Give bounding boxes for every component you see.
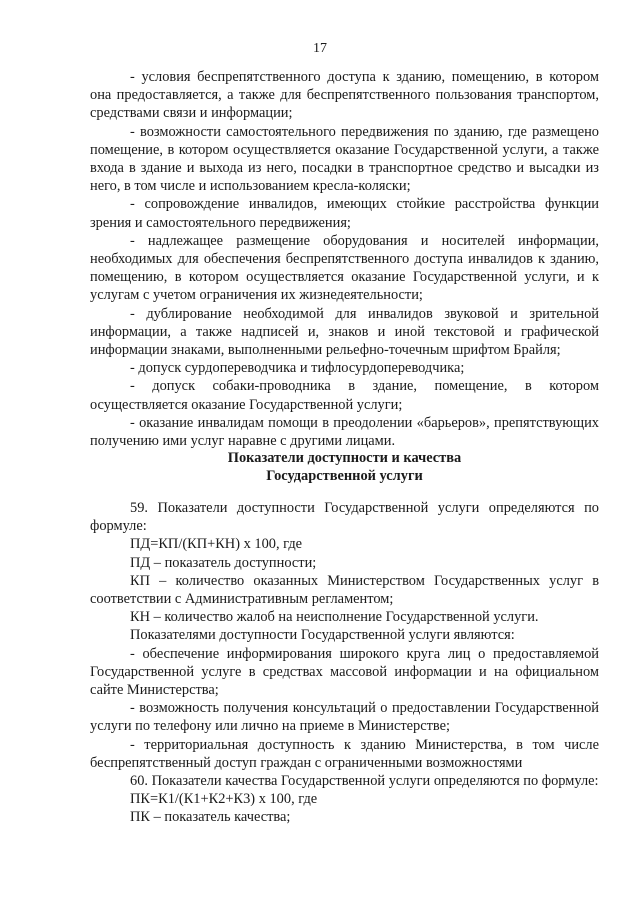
section-heading-line-2: Государственной услуги: [266, 468, 423, 485]
definition-pd: ПД – показатель доступности;: [130, 554, 317, 571]
list-item: - условия беспрепятственного доступа к зданию, помещению, в котором она предоставляется, а также для беспрепятственного пользования транспортом, средствами связи и информации;: [90, 69, 599, 122]
indicators-section-body: [90, 499, 599, 827]
list-item: - возможность получения консультаций о предоставлении Государственной услуги по телефону или лично на приеме в Министерстве;: [90, 700, 599, 735]
paragraph-59: 59. Показатели доступности Государственной услуги определяются по формуле:: [90, 500, 599, 535]
accessibility-indicators-intro: Показателями доступности Государственной услуги являются:: [130, 627, 515, 644]
list-item: - сопровождение инвалидов, имеющих стойкие расстройства функции зрения и самостоятельного передвижения;: [90, 196, 599, 231]
accessibility-conditions-list: [90, 68, 599, 450]
section-heading: [90, 449, 599, 485]
list-item: - территориальная доступность к зданию Министерства, в том числе беспрепятственный доступ граждан с ограниченными возможностями: [90, 736, 599, 771]
paragraph-60: 60. Показатели качества Государственной услуги определяются по формуле:: [130, 773, 599, 790]
formula-quality: ПК=К1/(К1+К2+К3) х 100, где: [130, 791, 318, 808]
formula-accessibility: ПД=КП/(КП+КН) х 100, где: [130, 536, 303, 553]
list-item: - надлежащее размещение оборудования и носителей информации, необходимых для обеспечения беспрепятственного доступа инвалидов к зданию, помещению, в котором осуществляется оказание Государственной услуги, и к услугам с учетом ограничения их жизнедеятельности;: [90, 232, 599, 304]
section-heading-line-1: Показатели доступности и качества: [227, 450, 462, 466]
list-item: - обеспечение информирования широкого круга лиц о предоставляемой Государственной услуге в средствах массовой информации и на официальном сайте Министерства;: [90, 645, 599, 699]
list-item: - оказание инвалидам помощи в преодолении «барьеров», препятствующих получению ими услуг наравне с другими лицами.: [90, 414, 599, 450]
definition-pk: ПК – показатель качества;: [130, 809, 291, 826]
list-item: - возможности самостоятельного передвижения по зданию, где размещено помещение, в котором осуществляется оказание Государственной услуги, а также входа в здание и выхода из него, посадки в транспортное средство и высадки из него, в том числе и использованием кресла-коляски;: [90, 123, 599, 195]
list-item: - допуск сурдопереводчика и тифлосурдопереводчика;: [130, 360, 465, 377]
definition-kp: КП – количество оказанных Министерством Государственных услуг в соответствии с Административным регламентом;: [90, 572, 599, 608]
page-number: 17: [313, 41, 327, 56]
list-item: - дублирование необходимой для инвалидов звуковой и зрительной информации, а также надписей и, знаков и иной текстовой и графической информации знаками, выполненными рельефно-точечным шрифтом Брайля;: [90, 305, 599, 359]
list-item: - допуск собаки-проводника в здание, помещение, в котором осуществляется оказание Государственной услуги;: [90, 378, 599, 413]
definition-kn: КН – количество жалоб на неисполнение Государственной услуги.: [130, 609, 539, 626]
